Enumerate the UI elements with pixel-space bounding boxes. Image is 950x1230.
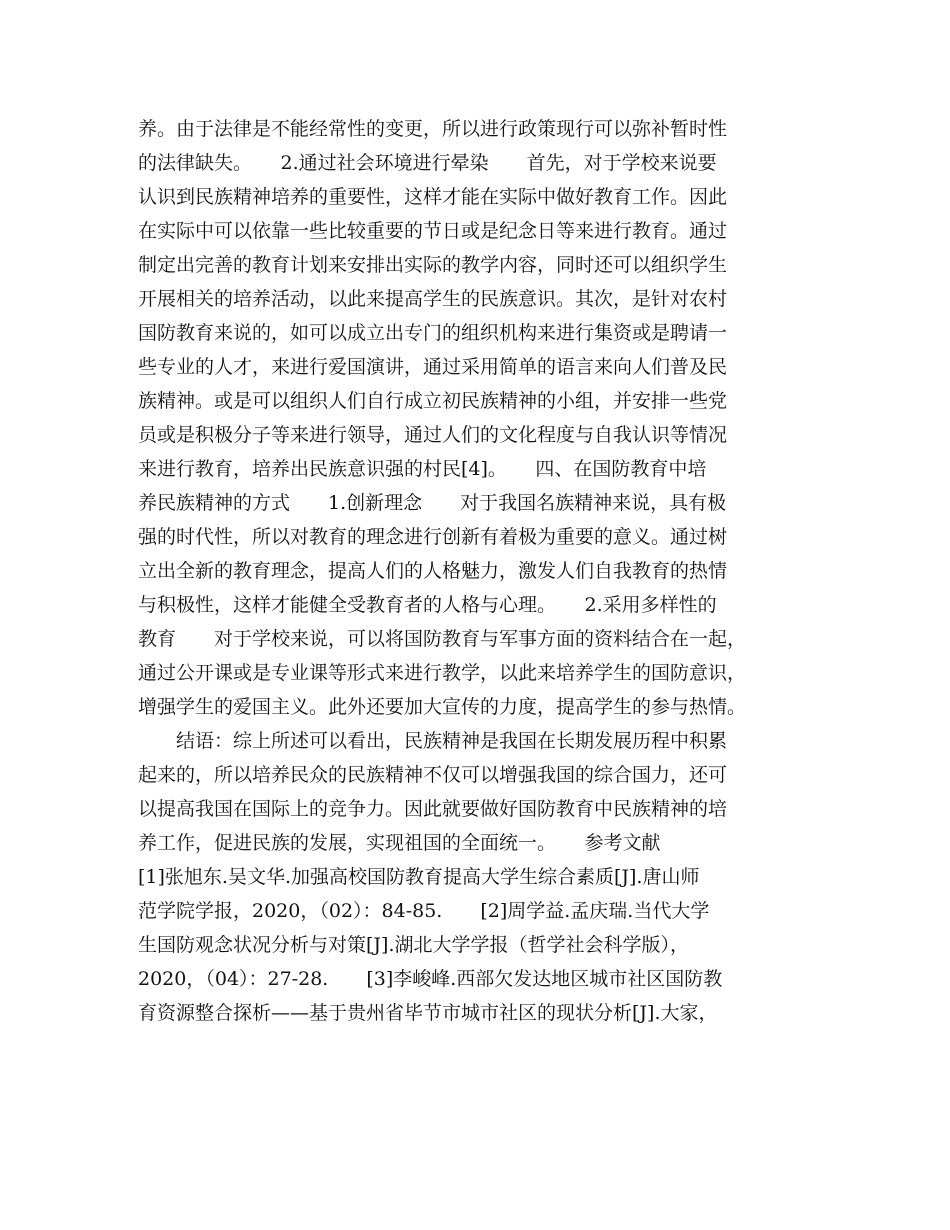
reference-line: 育资源整合探析——基于贵州省毕节市城市社区的现状分析[J].大家，: [138, 1002, 718, 1024]
body-paragraph: [138, 112, 828, 724]
text-line: 认识到民族精神培养的重要性，这样才能在实际中做好教育工作。因此: [138, 186, 728, 208]
document-page: [138, 112, 828, 1030]
text-line: 起来的，所以培养民众的民族精神不仅可以增强我国的综合国力，还可: [138, 764, 728, 786]
reference-line: 范学院学报，2020，（02）：84-85. [2]周学益.孟庆瑞.当代大学: [138, 900, 710, 922]
text-line: 开展相关的培养活动，以此来提高学生的民族意识。其次，是针对农村: [138, 288, 728, 310]
text-line: 与积极性，这样才能健全受教育者的人格与心理。 2.采用多样性的: [138, 594, 717, 616]
text-line: 养民族精神的方式 1.创新理念 对于我国名族精神来说，具有极: [138, 492, 727, 514]
reference-line: 2020，（04）：27-28. [3]李峻峰.西部欠发达地区城市社区国防教: [138, 968, 723, 990]
text-line: 的法律缺失。 2.通过社会环境进行晕染 首先，对于学校来说要: [138, 152, 717, 174]
reference-line: 生国防观念状况分析与对策[J].湖北大学学报（哲学社会科学版），: [138, 934, 689, 956]
text-line: 来进行教育，培养出民族意识强的村民[4]。 四、在国防教育中培: [138, 458, 707, 480]
text-line: 在实际中可以依靠一些比较重要的节日或是纪念日等来进行教育。通过: [138, 220, 728, 242]
text-line: 结语：综上所述可以看出，民族精神是我国在长期发展历程中积累: [138, 730, 728, 752]
reference-line: [1]张旭东.吴文华.加强高校国防教育提高大学生综合素质[J].唐山师: [138, 866, 700, 888]
text-line: 国防教育来说的，如可以成立出专门的组织机构来进行集资或是聘请一: [138, 322, 728, 344]
text-line: 养工作，促进民族的发展，实现祖国的全面统一。 参考文献: [138, 832, 661, 854]
text-line: 员或是积极分子等来进行领导，通过人们的文化程度与自我认识等情况: [138, 424, 728, 446]
text-line: 族精神。或是可以组织人们自行成立初民族精神的小组，并安排一些党: [138, 390, 728, 412]
text-line: 通过公开课或是专业课等形式来进行教学，以此来培养学生的国防意识，: [138, 662, 747, 684]
text-line: 些专业的人才，来进行爱国演讲，通过采用简单的语言来向人们普及民: [138, 356, 728, 378]
text-line: 以提高我国在国际上的竞争力。因此就要做好国防教育中民族精神的培: [138, 798, 728, 820]
conclusion-paragraph: [138, 724, 828, 1030]
text-line: 教育 对于学校来说，可以将国防教育与军事方面的资料结合在一起，: [138, 628, 747, 650]
text-line: 增强学生的爱国主义。此外还要加大宣传的力度，提高学生的参与热情。: [138, 696, 747, 718]
text-line: 制定出完善的教育计划来安排出实际的教学内容，同时还可以组织学生: [138, 254, 728, 276]
text-line: 立出全新的教育理念，提高人们的人格魅力，激发人们自我教育的热情: [138, 560, 728, 582]
text-line: 养。由于法律是不能经常性的变更，所以进行政策现行可以弥补暂时性: [138, 118, 728, 140]
text-line: 强的时代性，所以对教育的理念进行创新有着极为重要的意义。通过树: [138, 526, 728, 548]
